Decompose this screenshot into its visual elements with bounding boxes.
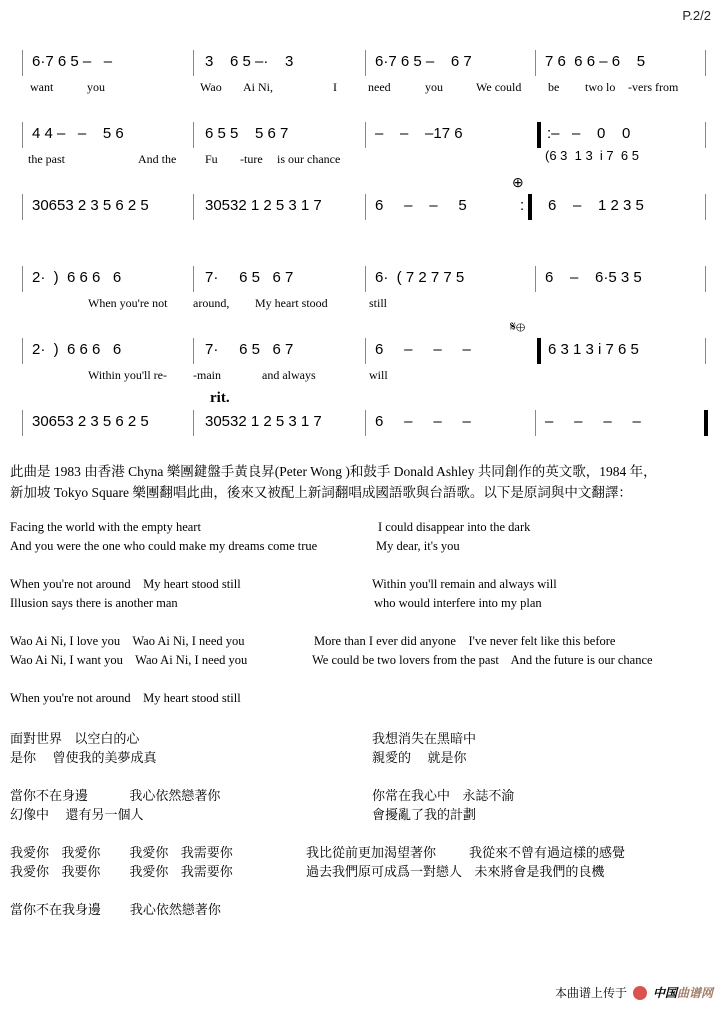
lyric-syllable: When you're not — [88, 296, 168, 310]
lyric-syllable: will — [369, 368, 388, 382]
barline — [22, 338, 23, 364]
score-row — [0, 122, 725, 166]
score-row — [0, 174, 725, 224]
score-row — [0, 318, 725, 382]
measure-notes: 30653 2 3 5 6 2 5 — [32, 413, 149, 430]
repeat-end-barline — [528, 194, 532, 220]
final-barline — [704, 410, 708, 436]
barline — [193, 410, 194, 436]
barline — [22, 50, 23, 76]
measure-notes: 6 – – – — [375, 341, 471, 358]
score-row — [0, 390, 725, 440]
lyric-syllable: want — [30, 80, 54, 94]
lyric-syllable: still — [369, 296, 388, 310]
score-row — [0, 266, 725, 310]
coda-icon: ⊕ — [512, 174, 524, 190]
lyric-syllable: I — [333, 80, 337, 94]
lyric-line-en: Facing the world with the empty heart — [10, 520, 201, 534]
score-row — [0, 50, 725, 94]
barline — [365, 410, 366, 436]
lyric-syllable: And the — [138, 152, 177, 166]
lyric-syllable: Ai Ni, — [243, 80, 273, 94]
barline — [365, 50, 366, 76]
lyric-syllable: Fu — [205, 152, 218, 166]
page-number: P.2/2 — [682, 8, 711, 23]
lyric-line-zh-right: 親愛的 就是你 — [372, 751, 467, 766]
lyric-line-en-right: who would interfere into my plan — [374, 596, 542, 610]
lyric-line-en: Wao Ai Ni, I want you Wao Ai Ni, I need you — [10, 653, 248, 667]
lyric-line-zh-right: 我想消失在黑暗中 — [372, 732, 477, 747]
lyric-line-en-right: Within you'll remain and always will — [372, 577, 557, 591]
measure-notes: 6 5 5 5 6 7 — [205, 125, 289, 142]
lyric-line-zh: 當你不在我身邊 我心依然戀著你 — [10, 903, 221, 918]
barline — [22, 266, 23, 292]
barline — [535, 266, 536, 292]
lyric-line-zh-right: 你常在我心中 永誌不渝 — [372, 789, 515, 804]
measure-notes: 3 6 5 –· 3 — [205, 53, 294, 70]
lyric-syllable: Wao — [200, 80, 222, 94]
barline — [705, 122, 706, 148]
measure-notes: 7 6 6 6 – 6 5 — [545, 53, 646, 70]
lyric-syllable: you — [425, 80, 443, 94]
barline — [535, 410, 536, 436]
lyric-line-zh: 我愛你 我要你 我愛你 我需要你 — [10, 865, 233, 880]
measure-notes: 6 – – – — [375, 413, 471, 430]
measure-notes: 6 – 1 2 3 5 — [548, 197, 644, 214]
barline — [193, 194, 194, 220]
lyric-syllable: We could — [476, 80, 522, 94]
lyric-syllable: and always — [262, 368, 316, 382]
lyric-line-en-right: We could be two lovers from the past And the future is our chance — [312, 653, 653, 667]
barline — [535, 50, 536, 76]
measure-notes: 6 – – 5 — [375, 197, 467, 214]
repeat-start-barline — [537, 122, 541, 148]
footer-watermark — [555, 984, 713, 1001]
intro-line: 此曲是 1983 由香港 Chyna 樂團鍵盤手黃良昇(Peter Wong )和鼓手 Donald Ashley 共同創作的英文歌，1984 年， — [10, 464, 657, 479]
lyric-line-en: Illusion says there is another man — [10, 596, 178, 610]
section-barline — [537, 338, 541, 364]
site-name-part-b: 曲谱网 — [676, 986, 713, 1000]
lyric-syllable: Within you'll re- — [88, 368, 167, 382]
measure-notes: 30532 1 2 5 3 1 7 — [205, 197, 322, 214]
lyric-line-zh-right: 過去我們原可成爲一對戀人 未來將會是我們的良機 — [306, 865, 605, 880]
lyric-syllable: the past — [28, 152, 65, 166]
barline — [365, 122, 366, 148]
lyric-line-zh: 幻像中 還有另一個人 — [10, 808, 144, 823]
lyric-line-zh-right: 會擾亂了我的計劃 — [372, 808, 477, 823]
barline — [193, 50, 194, 76]
lyric-syllable: My heart stood — [255, 296, 328, 310]
measure-notes: 30532 1 2 5 3 1 7 — [205, 413, 322, 430]
lyric-line-en-right: I could disappear into the dark — [378, 520, 531, 534]
site-name-part-a: 中国 — [652, 986, 677, 1000]
lyric-line-zh: 當你不在身邊 我心依然戀著你 — [10, 789, 221, 804]
site-logo-icon — [633, 986, 647, 1000]
lyric-syllable: you — [87, 80, 105, 94]
measure-notes: 7· 6 5 6 7 — [205, 269, 294, 286]
lyric-syllable: be — [548, 80, 560, 94]
measure-notes: :– – 0 0 — [547, 125, 631, 142]
barline — [705, 266, 706, 292]
barline — [193, 266, 194, 292]
barline — [22, 410, 23, 436]
barline — [22, 194, 23, 220]
barline — [365, 338, 366, 364]
lyric-line-en-right: More than I ever did anyone I've never felt like this before — [314, 634, 616, 648]
measure-notes: 6 – 6·5 3 5 — [545, 269, 642, 286]
measure-notes: – – –17 6 — [375, 125, 463, 142]
lyric-syllable: need — [368, 80, 391, 94]
lyric-line-zh-right: 我比從前更加渴望著你 我從來不曾有過這樣的感覺 — [306, 846, 626, 861]
ritardando-mark: rit. — [210, 390, 230, 406]
uploaded-label: 本曲谱上传于 — [554, 986, 627, 1000]
segno-coda-icon: 𝄋⊕ — [510, 318, 526, 334]
interlude-notes: (6 3 1 3 i 7 6 5 — [545, 148, 639, 163]
measure-notes: 6·7 6 5 – 6 7 — [375, 53, 472, 70]
barline — [365, 194, 366, 220]
lyric-line-en: Wao Ai Ni, I love you Wao Ai Ni, I need you — [10, 634, 245, 648]
measure-notes: 6 3 1 3 i 7 6 5 — [548, 341, 639, 358]
measure-notes: 7· 6 5 6 7 — [205, 341, 294, 358]
measure-notes: 6· ( 7 2 7 7 5 — [375, 269, 465, 286]
barline — [365, 266, 366, 292]
barline — [705, 338, 706, 364]
lyric-line-zh: 面對世界 以空白的心 — [10, 732, 140, 747]
lyric-syllable: two lo — [585, 80, 616, 94]
lyric-line-en: When you're not around My heart stood still — [10, 577, 241, 591]
measure-notes: 2· ) 6 6 6 6 — [32, 341, 122, 358]
lyric-line-en: And you were the one who could make my dreams come true — [10, 539, 318, 553]
lyric-line-zh: 我愛你 我愛你 我愛你 我需要你 — [10, 846, 233, 861]
lyric-syllable: -main — [193, 368, 221, 382]
lyric-syllable: around, — [193, 296, 230, 310]
measure-notes: 30653 2 3 5 6 2 5 — [32, 197, 149, 214]
repeat-dots: : — [520, 197, 525, 214]
barline — [705, 194, 706, 220]
lyric-line-en-right: My dear, it's you — [376, 539, 460, 553]
barline — [193, 338, 194, 364]
lyric-syllable: is our chance — [277, 152, 341, 166]
measure-notes: – – – – — [545, 413, 641, 430]
barline — [22, 122, 23, 148]
barline — [193, 122, 194, 148]
lyric-line-en: When you're not around My heart stood still — [10, 691, 241, 705]
measure-notes: 6·7 6 5 – – — [32, 53, 113, 70]
lyric-line-zh: 是你 曾使我的美夢成真 — [10, 751, 157, 766]
intro-line: 新加坡 Tokyo Square 樂團翻唱此曲，後來又被配上新詞翻唱成國語歌與台語歌。以下是原詞與中文翻譯： — [10, 485, 632, 500]
lyric-syllable: -vers from — [628, 80, 679, 94]
measure-notes: 4 4 – – 5 6 — [32, 125, 124, 142]
measure-notes: 2· ) 6 6 6 6 — [32, 269, 122, 286]
lyric-syllable: -ture — [240, 152, 263, 166]
barline — [705, 50, 706, 76]
